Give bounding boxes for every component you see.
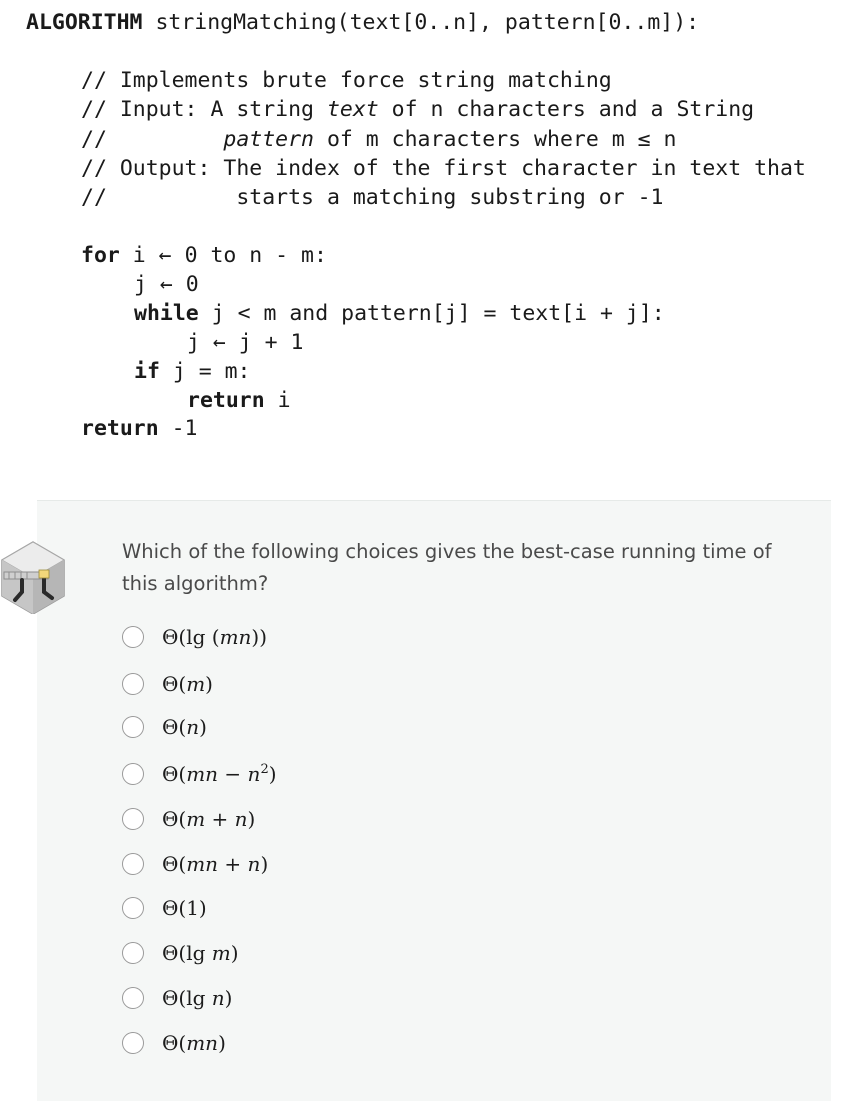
robot-arm-icon <box>0 540 66 614</box>
radio-button[interactable] <box>122 1032 144 1054</box>
choice-label: Θ(mn) <box>162 1031 226 1055</box>
radio-button[interactable] <box>122 626 144 648</box>
algorithm-code-block <box>0 0 848 441</box>
algorithm-header: ALGORITHM stringMatching(text[0..n], pattern[0..m]): <box>26 10 700 35</box>
choice-label: $\Theta(mn - n^2)$ <box>162 762 277 786</box>
if-line: if j = m: <box>134 359 251 384</box>
radio-button[interactable] <box>122 808 144 830</box>
radio-button[interactable] <box>122 763 144 785</box>
while-line: while j < m and pattern[j] = text[i + j]: <box>134 301 665 326</box>
choice-label: Θ(mn + n) <box>162 852 269 876</box>
for-loop-line: for i ← 0 to n - m: <box>81 243 327 268</box>
choice-label: Θ(lg m) <box>162 941 239 965</box>
choice-label: Θ(lg (mn)) <box>162 625 268 649</box>
comment-line: // pattern of m characters where m ≤ n <box>81 127 677 152</box>
comment-line: // Implements brute force string matching <box>81 68 612 93</box>
return-i-line: return i <box>187 388 291 413</box>
radio-button[interactable] <box>122 987 144 1009</box>
choice-label: Θ(m) <box>162 672 213 696</box>
radio-button[interactable] <box>122 673 144 695</box>
question-text: Which of the following choices gives the best-case running time of this algorithm? <box>122 540 772 595</box>
comment-line: // Input: A string text of n characters and a String <box>81 97 755 122</box>
comment-line: // Output: The index of the first character in text that <box>81 156 806 181</box>
choice-label: Θ(n) <box>162 715 207 739</box>
choice-label: Θ(1) <box>162 896 207 920</box>
radio-button[interactable] <box>122 942 144 964</box>
comment-line: // starts a matching substring or -1 <box>81 185 664 210</box>
j-increment-line: j ← j + 1 <box>187 330 304 355</box>
radio-button[interactable] <box>122 853 144 875</box>
choice-label: Θ(m + n) <box>162 807 256 831</box>
radio-button[interactable] <box>122 897 144 919</box>
return-end-line: return -1 <box>81 416 198 441</box>
radio-button[interactable] <box>122 716 144 738</box>
j-init-line: j ← 0 <box>134 272 199 297</box>
choice-label: Θ(lg n) <box>162 986 233 1010</box>
